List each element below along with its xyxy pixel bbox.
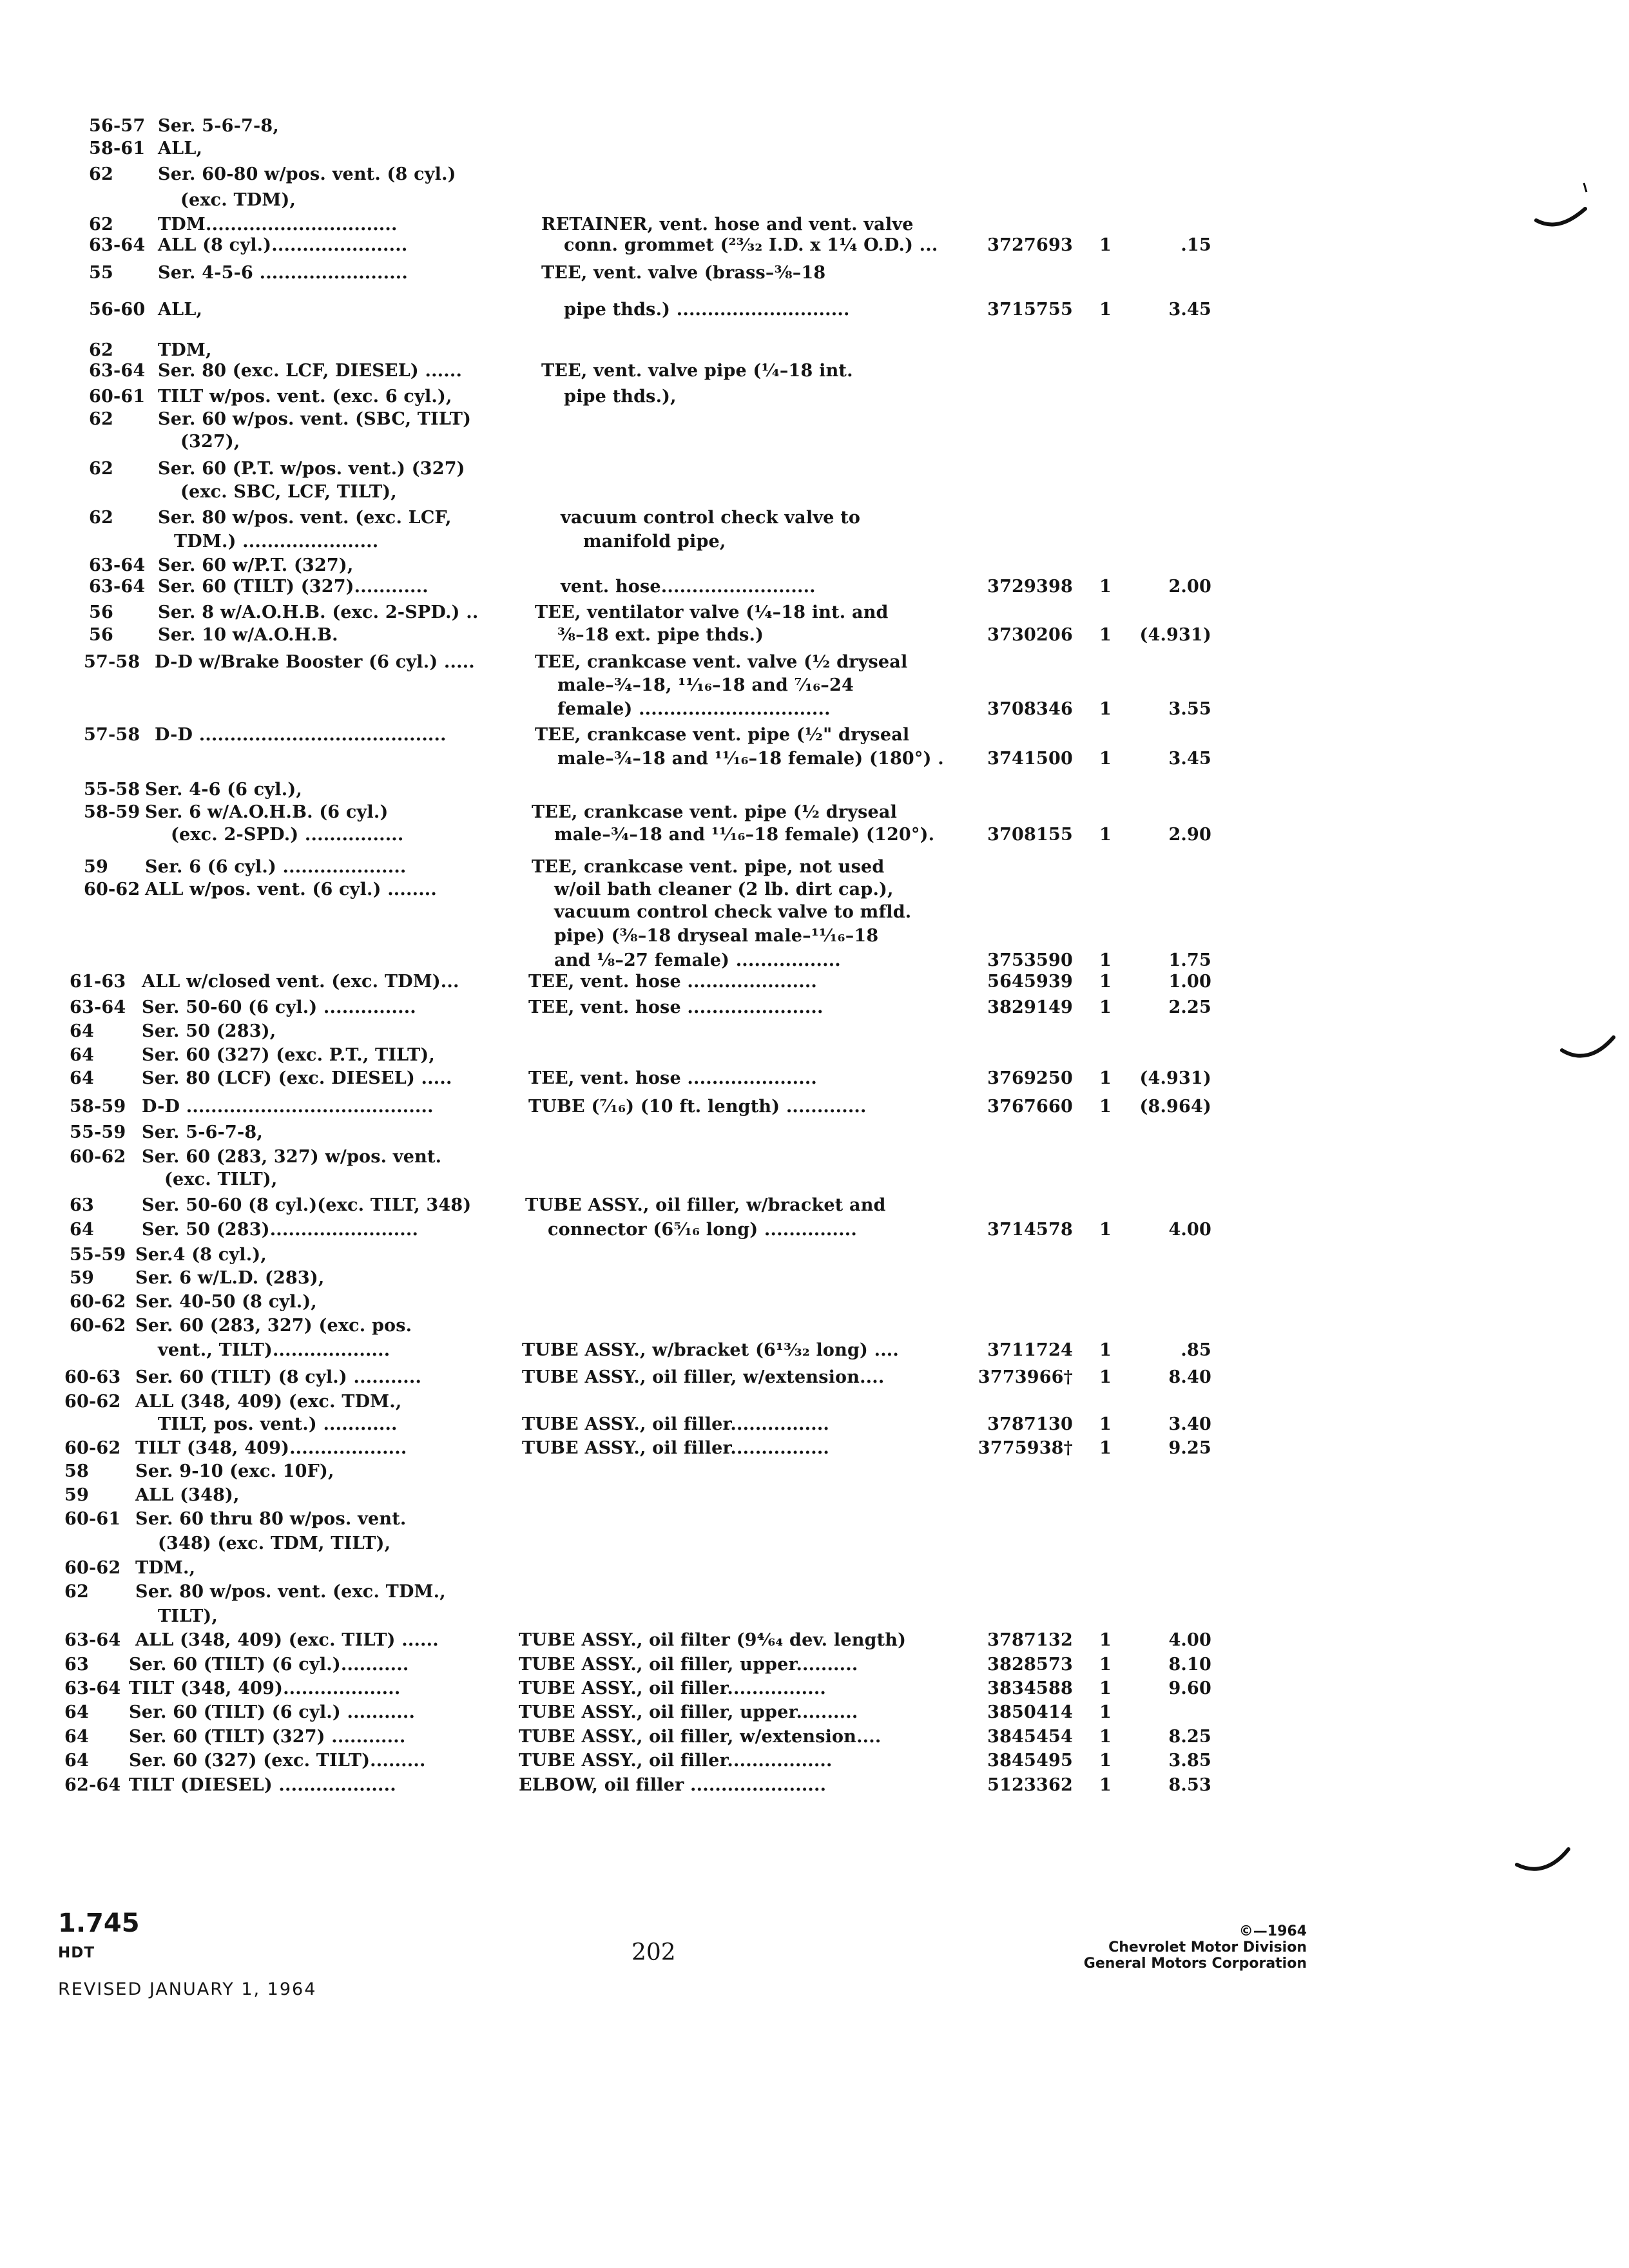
part-number: 3741500 [987, 749, 1073, 769]
quantity: 1 [1099, 972, 1112, 992]
model-years: 62 [89, 340, 113, 360]
application: ALL w/closed vent. (exc. TDM)... [142, 972, 459, 992]
part-description: male–¾–18, ¹¹⁄₁₆–18 and ⁷⁄₁₆–24 [557, 675, 854, 695]
application: Ser. 80 (LCF) (exc. DIESEL) ..... [142, 1068, 452, 1088]
list-price: 8.10 [1168, 1655, 1211, 1675]
model-years: 60-61 [64, 1509, 121, 1529]
part-description: and ⅛–27 female) ................. [554, 950, 841, 970]
list-price: 9.25 [1168, 1438, 1211, 1458]
part-number: 3829149 [987, 997, 1073, 1017]
quantity: 1 [1099, 950, 1112, 970]
quantity: 1 [1099, 1751, 1112, 1771]
application: (348) (exc. TDM, TILT), [158, 1533, 391, 1553]
application: (exc. SBC, LCF, TILT), [180, 482, 397, 502]
application: Ser. 80 (exc. LCF, DIESEL) ...... [158, 361, 463, 381]
model-years: 62 [89, 215, 113, 235]
quantity: 1 [1099, 1655, 1112, 1675]
application: Ser. 4-5-6 ........................ [158, 263, 408, 283]
model-years: 64 [64, 1727, 89, 1747]
list-price: 1.00 [1168, 972, 1211, 992]
application: Ser. 60 w/pos. vent. (SBC, TILT) [158, 409, 472, 429]
part-number: 3834588 [987, 1678, 1073, 1698]
model-years: 63-64 [89, 577, 146, 597]
part-description: TUBE ASSY., oil filler................ [522, 1438, 830, 1458]
part-description: male–¾–18 and ¹¹⁄₁₆–18 female) (120°). [554, 825, 935, 845]
model-years: 63 [70, 1195, 94, 1215]
model-years: 58 [64, 1461, 89, 1481]
application: Ser. 60 thru 80 w/pos. vent. [135, 1509, 407, 1529]
application: D-D ........................................ [142, 1097, 434, 1117]
part-number: 3727693 [987, 235, 1073, 255]
part-number: 3775938† [978, 1438, 1073, 1458]
application: Ser. 80 w/pos. vent. (exc. TDM., [135, 1582, 446, 1602]
model-years: 62 [89, 508, 113, 528]
application: Ser. 8 w/A.O.H.B. (exc. 2-SPD.) .. [158, 602, 479, 622]
part-number: 3828573 [987, 1655, 1073, 1675]
part-description: RETAINER, vent. hose and vent. valve [541, 215, 914, 235]
list-price: (4.931) [1139, 625, 1211, 645]
application: Ser. 60 (TILT) (8 cyl.) ........... [135, 1367, 422, 1387]
part-number: 3708155 [987, 825, 1073, 845]
application: TILT w/pos. vent. (exc. 6 cyl.), [158, 387, 452, 407]
part-description: TEE, vent. hose ..................... [528, 1068, 818, 1088]
application: Ser. 60 (327) (exc. TILT)......... [129, 1751, 426, 1771]
quantity: 1 [1099, 825, 1112, 845]
list-price: 1.75 [1168, 950, 1211, 970]
part-description: TUBE ASSY., oil filter (9⁴⁄₆₄ dev. length) [519, 1630, 907, 1650]
part-number: 5645939 [987, 972, 1073, 992]
list-price: 3.40 [1168, 1414, 1211, 1434]
quantity: 1 [1099, 1220, 1112, 1240]
quantity: 1 [1099, 1702, 1112, 1722]
list-price: 3.85 [1168, 1751, 1211, 1771]
quantity: 1 [1099, 1097, 1112, 1117]
corporation-name: General Motors Corporation [1083, 1956, 1307, 1972]
application: TILT (348, 409)................... [135, 1438, 407, 1458]
part-description: TUBE ASSY., oil filler, upper.......... [519, 1655, 858, 1675]
list-price: (8.964) [1139, 1097, 1211, 1117]
part-description: vacuum control check valve to [561, 508, 861, 528]
model-years: 58-61 [89, 139, 146, 159]
list-price: 4.00 [1168, 1630, 1211, 1650]
list-price: 2.90 [1168, 825, 1211, 845]
model-years: 62 [89, 459, 113, 479]
list-price: 8.25 [1168, 1727, 1211, 1747]
part-description: conn. grommet (²³⁄₃₂ I.D. x 1¼ O.D.) ... [564, 235, 938, 255]
part-number: 3845454 [987, 1727, 1073, 1747]
application: Ser. 5-6-7-8, [158, 116, 279, 136]
part-description: TUBE ASSY., oil filler................. [519, 1751, 833, 1771]
part-description: TEE, crankcase vent. pipe, not used [532, 857, 885, 877]
list-price: 3.45 [1168, 300, 1211, 320]
application: ALL (348), [135, 1485, 240, 1505]
application: Ser. 6 (6 cyl.) .................... [145, 857, 407, 877]
application: Ser. 60 (TILT) (327) ............ [129, 1727, 406, 1747]
part-description: TEE, vent. hose ...................... [528, 997, 824, 1017]
model-years: 63 [64, 1655, 89, 1675]
part-description: pipe) (⅜–18 dryseal male–¹¹⁄₁₆–18 [554, 926, 879, 946]
check-mark-bottom [1514, 1836, 1572, 1881]
application: TILT (DIESEL) ................... [129, 1775, 396, 1795]
quantity: 1 [1099, 1414, 1112, 1434]
application: Ser. 60 (327) (exc. P.T., TILT), [142, 1045, 436, 1065]
model-years: 64 [70, 1045, 94, 1065]
application: (exc. 2-SPD.) ................ [171, 825, 404, 845]
model-years: 56 [89, 602, 113, 622]
part-number: 3769250 [987, 1068, 1073, 1088]
part-number: 5123362 [987, 1775, 1073, 1795]
application: Ser. 80 w/pos. vent. (exc. LCF, [158, 508, 452, 528]
part-description: manifold pipe, [583, 532, 726, 552]
page-number: 202 [631, 1939, 676, 1966]
quantity: 1 [1099, 1678, 1112, 1698]
list-price: 8.40 [1168, 1367, 1211, 1387]
model-years: 60-62 [64, 1438, 121, 1458]
quantity: 1 [1099, 1775, 1112, 1795]
part-description: pipe thds.) ............................ [564, 300, 850, 320]
application: Ser. 40-50 (8 cyl.), [135, 1292, 317, 1312]
part-number: 3753590 [987, 950, 1073, 970]
model-years: 60-61 [89, 387, 146, 407]
part-description: w/oil bath cleaner (2 lb. dirt cap.), [554, 879, 894, 899]
model-years: 60-62 [84, 879, 140, 899]
application: Ser. 60-80 w/pos. vent. (8 cyl.) [158, 164, 456, 184]
part-number: 3773966† [978, 1367, 1073, 1387]
application: Ser. 6 w/L.D. (283), [135, 1268, 325, 1288]
application: ALL, [158, 139, 203, 159]
model-years: 60-62 [70, 1316, 126, 1336]
application: ALL (8 cyl.)...................... [158, 235, 408, 255]
list-price: (4.931) [1139, 1068, 1211, 1088]
application: vent., TILT)................... [158, 1340, 390, 1360]
application: ALL (348, 409) (exc. TDM., [135, 1392, 402, 1412]
application: ALL (348, 409) (exc. TILT) ...... [135, 1630, 439, 1650]
model-years: 61-63 [70, 972, 126, 992]
application: Ser. 6 w/A.O.H.B. (6 cyl.) [145, 802, 389, 822]
list-price: 9.60 [1168, 1678, 1211, 1698]
application: Ser. 9-10 (exc. 10F), [135, 1461, 334, 1481]
model-years: 62 [64, 1582, 89, 1602]
part-number: 3714578 [987, 1220, 1073, 1240]
model-years: 63-64 [64, 1678, 121, 1698]
model-years: 60-62 [70, 1147, 126, 1167]
application: Ser. 50-60 (8 cyl.)(exc. TILT, 348) [142, 1195, 472, 1215]
application: (exc. TDM), [180, 190, 296, 210]
division-name: Chevrolet Motor Division [1108, 1939, 1307, 1956]
quantity: 1 [1099, 1367, 1112, 1387]
model-years: 64 [70, 1220, 94, 1240]
part-description: TUBE (⁷⁄₁₆) (10 ft. length) ............. [528, 1097, 867, 1117]
application: ALL w/pos. vent. (6 cyl.) ........ [145, 879, 437, 899]
list-price: 4.00 [1168, 1220, 1211, 1240]
part-number: 3845495 [987, 1751, 1073, 1771]
model-years: 59 [84, 857, 108, 877]
part-description: TEE, vent. hose ..................... [528, 972, 818, 992]
application: ALL, [158, 300, 203, 320]
part-number: 3787130 [987, 1414, 1073, 1434]
part-number: 3730206 [987, 625, 1073, 645]
quantity: 1 [1099, 699, 1112, 719]
part-description: pipe thds.), [564, 387, 677, 407]
part-number: 3767660 [987, 1097, 1073, 1117]
list-price: .15 [1181, 235, 1211, 255]
model-years: 57-58 [84, 725, 140, 745]
application: Ser. 60 (283, 327) (exc. pos. [135, 1316, 412, 1336]
quantity: 1 [1099, 1438, 1112, 1458]
model-years: 62-64 [64, 1775, 121, 1795]
application: Ser. 50 (283)........................ [142, 1220, 419, 1240]
part-description: TUBE ASSY., w/bracket (6¹³⁄₃₂ long) .... [522, 1340, 900, 1360]
model-years: 59 [64, 1485, 89, 1505]
application: D-D w/Brake Booster (6 cyl.) ..... [155, 652, 475, 672]
part-description: TUBE ASSY., oil filler................ [522, 1414, 830, 1434]
list-price: 8.53 [1168, 1775, 1211, 1795]
model-years: 57-58 [84, 652, 140, 672]
part-description: TEE, crankcase vent. pipe (½ dryseal [532, 802, 898, 822]
part-description: TEE, vent. valve pipe (¼–18 int. [541, 361, 853, 381]
model-years: 63-64 [89, 555, 146, 575]
model-years: 56 [89, 625, 113, 645]
model-years: 55-58 [84, 780, 140, 800]
quantity: 1 [1099, 749, 1112, 769]
quantity: 1 [1099, 997, 1112, 1017]
revision-date: REVISED JANUARY 1, 1964 [58, 1979, 317, 1999]
list-price: 3.45 [1168, 749, 1211, 769]
list-price: 2.00 [1168, 577, 1211, 597]
model-years: 55 [89, 263, 113, 283]
application: TDM.) ...................... [174, 532, 379, 552]
application: Ser. 60 (283, 327) w/pos. vent. [142, 1147, 442, 1167]
application: TILT), [158, 1606, 218, 1626]
part-number: 3850414 [987, 1702, 1073, 1722]
part-description: female) ............................... [557, 699, 831, 719]
application: Ser. 60 w/P.T. (327), [158, 555, 354, 575]
section-number: 1.745 [58, 1908, 140, 1938]
model-years: 56-57 [89, 116, 146, 136]
application: Ser. 60 (P.T. w/pos. vent.) (327) [158, 459, 465, 479]
part-number: 3708346 [987, 699, 1073, 719]
quantity: 1 [1099, 1340, 1112, 1360]
quantity: 1 [1099, 235, 1112, 255]
application: Ser.4 (8 cyl.), [135, 1245, 267, 1265]
model-years: 63-64 [89, 235, 146, 255]
model-years: 55-59 [70, 1245, 126, 1265]
part-description: TEE, ventilator valve (¼–18 int. and [535, 602, 889, 622]
part-description: ⅜–18 ext. pipe thds.) [557, 625, 764, 645]
part-number: 3729398 [987, 577, 1073, 597]
quantity: 1 [1099, 300, 1112, 320]
catalog-code: HDT [58, 1945, 95, 1961]
part-description: TUBE ASSY., oil filler................ [519, 1678, 827, 1698]
model-years: 64 [64, 1702, 89, 1722]
check-mark-middle [1559, 1024, 1617, 1070]
application: (327), [180, 432, 240, 452]
part-description: vacuum control check valve to mfld. [554, 902, 912, 922]
application: Ser. 50-60 (6 cyl.) ............... [142, 997, 416, 1017]
part-description: TEE, vent. valve (brass–⅜–18 [541, 263, 826, 283]
model-years: 56-60 [89, 300, 146, 320]
part-description: TUBE ASSY., oil filler, upper.......... [519, 1702, 858, 1722]
model-years: 64 [64, 1751, 89, 1771]
model-years: 63-64 [70, 997, 126, 1017]
model-years: 64 [70, 1068, 94, 1088]
model-years: 60-63 [64, 1367, 121, 1387]
model-years: 60-62 [64, 1392, 121, 1412]
model-years: 58-59 [70, 1097, 126, 1117]
application: TDM............................... [158, 215, 398, 235]
part-number: 3711724 [987, 1340, 1073, 1360]
part-description: male–¾–18 and ¹¹⁄₁₆–18 female) (180°) . [557, 749, 944, 769]
model-years: 63-64 [64, 1630, 121, 1650]
application: Ser. 60 (TILT) (6 cyl.) ........... [129, 1702, 416, 1722]
model-years: 55-59 [70, 1122, 126, 1142]
model-years: 59 [70, 1268, 94, 1288]
list-price: .85 [1181, 1340, 1211, 1360]
model-years: 58-59 [84, 802, 140, 822]
application: TDM., [135, 1558, 196, 1578]
application: Ser. 60 (TILT) (6 cyl.)........... [129, 1655, 409, 1675]
part-number: 3787132 [987, 1630, 1073, 1650]
part-description: vent. hose......................... [561, 577, 816, 597]
part-description: TUBE ASSY., oil filler, w/bracket and [525, 1195, 886, 1215]
model-years: 64 [70, 1021, 94, 1041]
part-description: TUBE ASSY., oil filler, w/extension.... [519, 1727, 882, 1747]
list-price: 3.55 [1168, 699, 1211, 719]
part-description: ELBOW, oil filler ...................... [519, 1775, 827, 1795]
quantity: 1 [1099, 625, 1112, 645]
part-description: TUBE ASSY., oil filler, w/extension.... [522, 1367, 885, 1387]
application: (exc. TILT), [164, 1169, 278, 1189]
list-price: 2.25 [1168, 997, 1211, 1017]
quantity: 1 [1099, 1630, 1112, 1650]
quantity: 1 [1099, 1068, 1112, 1088]
model-years: 62 [89, 164, 113, 184]
application: D-D ........................................ [155, 725, 447, 745]
application: TILT (348, 409)................... [129, 1678, 401, 1698]
check-mark-top [1534, 180, 1592, 238]
application: TILT, pos. vent.) ............ [158, 1414, 398, 1434]
part-description: TEE, crankcase vent. valve (½ dryseal [535, 652, 908, 672]
quantity: 1 [1099, 1727, 1112, 1747]
model-years: 63-64 [89, 361, 146, 381]
application: TDM, [158, 340, 212, 360]
application: Ser. 10 w/A.O.H.B. [158, 625, 338, 645]
application: Ser. 60 (TILT) (327)............ [158, 577, 429, 597]
part-number: 3715755 [987, 300, 1073, 320]
application: Ser. 5-6-7-8, [142, 1122, 263, 1142]
part-description: TEE, crankcase vent. pipe (½" dryseal [535, 725, 910, 745]
part-description: connector (6⁵⁄₁₆ long) ............... [548, 1220, 857, 1240]
application: Ser. 4-6 (6 cyl.), [145, 780, 302, 800]
application: Ser. 50 (283), [142, 1021, 276, 1041]
model-years: 62 [89, 409, 113, 429]
model-years: 60-62 [70, 1292, 126, 1312]
quantity: 1 [1099, 577, 1112, 597]
copyright: ©—1964 [1239, 1923, 1307, 1939]
model-years: 60-62 [64, 1558, 121, 1578]
